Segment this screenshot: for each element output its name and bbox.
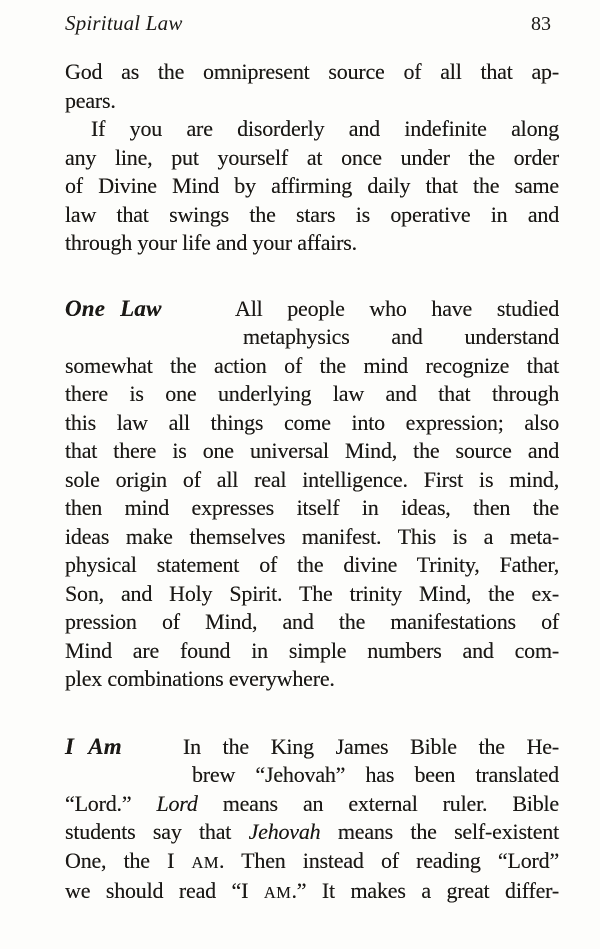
text-line: God as the omnipresent source of all that ap-	[65, 59, 559, 84]
text-line: physical statement of the divine Trinity, Father,	[65, 552, 559, 577]
text-block	[65, 58, 559, 908]
running-title: Spiritual Law	[65, 11, 183, 35]
text-line: through your life and your affairs.	[65, 230, 357, 255]
text-line: “Lord.” Lord means an external ruler. Bible	[65, 790, 559, 816]
text-line: In the King James Bible the He-	[183, 733, 559, 759]
text-line: pears.	[65, 87, 116, 113]
paragraph-order-paragraph	[65, 115, 559, 258]
text-line: metaphysics and understand	[243, 324, 559, 349]
text-line: pression of Mind, and the manifestations of	[65, 609, 559, 634]
text-line: sole origin of all real intelligence. First is mind,	[65, 466, 559, 492]
text-line: One, the I AM. Then instead of reading “Lord”	[65, 847, 560, 873]
text-line: brew “Jehovah” has been translated	[192, 762, 559, 787]
text-line: students say that Jehovah means the self-existent	[65, 819, 559, 844]
text-line: of Divine Mind by affirming daily that the same	[65, 173, 559, 198]
text-line: this law all things come into expression; also	[65, 409, 559, 435]
text-line: law that swings the stars is operative in and	[65, 201, 559, 227]
page-number: 83	[531, 13, 551, 35]
text-line: plex combinations everywhere.	[65, 666, 335, 691]
small-caps-text: AM	[263, 883, 292, 902]
text-line: somewhat the action of the mind recognize that	[65, 352, 559, 378]
section-i-am	[65, 733, 559, 908]
small-caps-text: AM	[191, 852, 220, 872]
text-line: If you are disorderly and indefinite along	[91, 116, 559, 141]
running-header	[65, 11, 559, 36]
text-line: we should read “I AM.” It makes a great differ-	[65, 878, 559, 903]
text-line: then mind expresses itself in ideas, then the	[65, 495, 559, 520]
text-line: Son, and Holy Spirit. The trinity Mind, the ex-	[65, 580, 559, 606]
section-one-law	[65, 295, 559, 694]
section-heading: I Am	[65, 733, 122, 759]
text-line: All people who have studied	[235, 295, 559, 321]
text-line: any line, put yourself at once under the order	[65, 144, 559, 170]
text-line: ideas make themselves manifest. This is a meta-	[65, 523, 559, 549]
text-line: there is one underlying law and that through	[65, 381, 559, 406]
section-heading: One Law	[65, 295, 162, 321]
text-line: Mind are found in simple numbers and com-	[65, 637, 559, 663]
text-line: that there is one universal Mind, the source and	[65, 438, 559, 463]
paragraph-continuation	[65, 58, 559, 115]
